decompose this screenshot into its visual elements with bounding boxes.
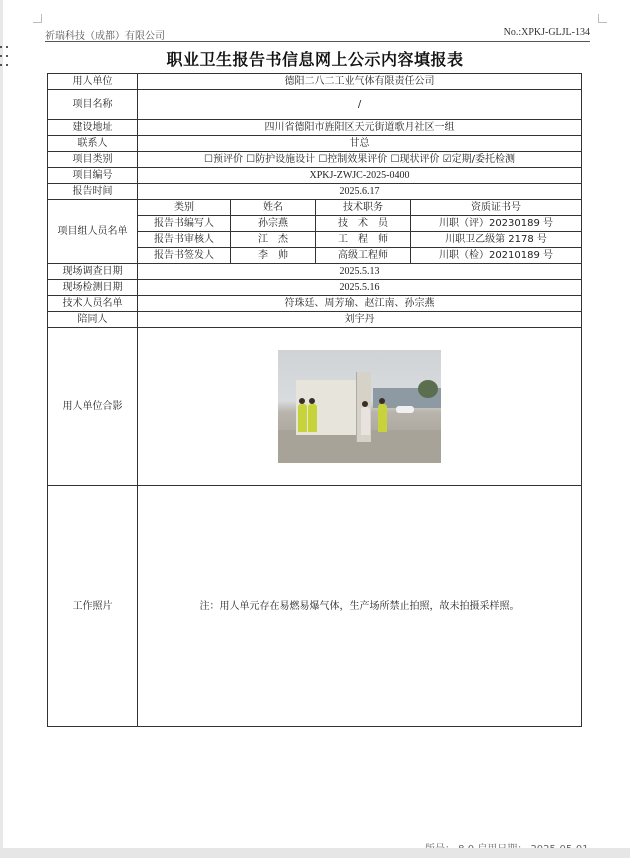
header-doc-number: No.:XPKJ-GLJL-134 [503,27,590,38]
team-role: 报告书编写人 [138,216,231,232]
tech-staff-value: 符珠廷、周芳瑜、赵江南、孙宗燕 [138,296,582,312]
row-address [48,120,582,136]
group-photo-cell [138,328,582,486]
team-title: 技 术 员 [316,216,411,232]
project-name-value: / [138,90,582,120]
row-test-date [48,280,582,296]
team-name: 江 杰 [231,232,316,248]
left-margin-bar [0,0,3,858]
info-form-table [47,73,582,727]
checkbox-control-effect[interactable]: ☐控制效果评价 [318,154,388,165]
team-header-name: 姓名 [231,200,316,216]
checkbox-empty-icon: ☐ [246,154,256,165]
team-name: 孙宗燕 [231,216,316,232]
survey-date-label: 现场调查日期 [48,264,138,280]
team-role: 报告书签发人 [138,248,231,264]
project-number-value: XPKJ-ZWJC-2025-0400 [138,168,582,184]
project-number-label: 项目编号 [48,168,138,184]
escort-label: 陪同人 [48,312,138,328]
address-value: 四川省德阳市旌阳区天元街道歌月社区一组 [138,120,582,136]
team-label: 项目组人员名单 [48,200,138,264]
checkbox-checked-icon: ☑ [442,154,452,165]
checkbox-periodic-testing[interactable]: ☑定期/委托检测 [442,154,515,165]
contact-label: 联系人 [48,136,138,152]
row-category [48,152,582,168]
team-name: 李 帅 [231,248,316,264]
team-header-role: 类别 [138,200,231,216]
work-photo-label: 工作照片 [48,486,138,727]
crop-mark-top-left [33,14,42,23]
test-date-value: 2025.5.16 [138,280,582,296]
team-cert: 川职（评）20230189 号 [411,216,582,232]
crop-mark-top-right [598,14,607,23]
team-header-cert: 资质证书号 [411,200,582,216]
row-project-name [48,90,582,120]
category-label: 项目类别 [48,152,138,168]
checkbox-status-evaluation[interactable]: ☐现状评价 [390,154,440,165]
report-date-label: 报告时间 [48,184,138,200]
group-photo-label: 用人单位合影 [48,328,138,486]
checkbox-empty-icon: ☐ [318,154,328,165]
header-divider [45,41,590,42]
group-photo-image [278,350,441,463]
work-photo-note: 注：用人单元存在易燃易爆气体，生产场所禁止拍照，故未拍摄采样照。 [138,486,582,727]
header-company: 祈瑞科技（成都）有限公司 [45,31,165,42]
project-name-label: 项目名称 [48,90,138,120]
row-project-number [48,168,582,184]
team-header-row [48,200,582,216]
team-cert: 川职（检）20210189 号 [411,248,582,264]
page-title: 职业卫生报告书信息网上公示内容填报表 [166,50,464,69]
row-work-photo [48,486,582,727]
checkbox-empty-icon: ☐ [204,154,213,165]
employer-label: 用人单位 [48,74,138,90]
row-group-photo [48,328,582,486]
team-header-title: 技术职务 [316,200,411,216]
team-role: 报告书审核人 [138,232,231,248]
row-employer [48,74,582,90]
row-survey-date [48,264,582,280]
test-date-label: 现场检测日期 [48,280,138,296]
bottom-scrollbar[interactable] [0,848,630,858]
row-report-date [48,184,582,200]
team-title: 高级工程师 [316,248,411,264]
checkbox-pre-evaluation[interactable]: ☐预评价 [204,154,243,165]
checkbox-empty-icon: ☐ [390,154,400,165]
employer-value: 德阳二八二工业气体有限责任公司 [138,74,582,90]
contact-value: 甘总 [138,136,582,152]
escort-value: 刘宇丹 [138,312,582,328]
row-escort [48,312,582,328]
report-date-value: 2025.6.17 [138,184,582,200]
row-contact [48,136,582,152]
row-tech-staff [48,296,582,312]
team-title: 工 程 师 [316,232,411,248]
category-options [138,152,582,168]
tech-staff-label: 技术人员名单 [48,296,138,312]
team-cert: 川职卫乙级第 2178 号 [411,232,582,248]
address-label: 建设地址 [48,120,138,136]
checkbox-protection-design[interactable]: ☐防护设施设计 [246,154,316,165]
survey-date-value: 2025.5.13 [138,264,582,280]
